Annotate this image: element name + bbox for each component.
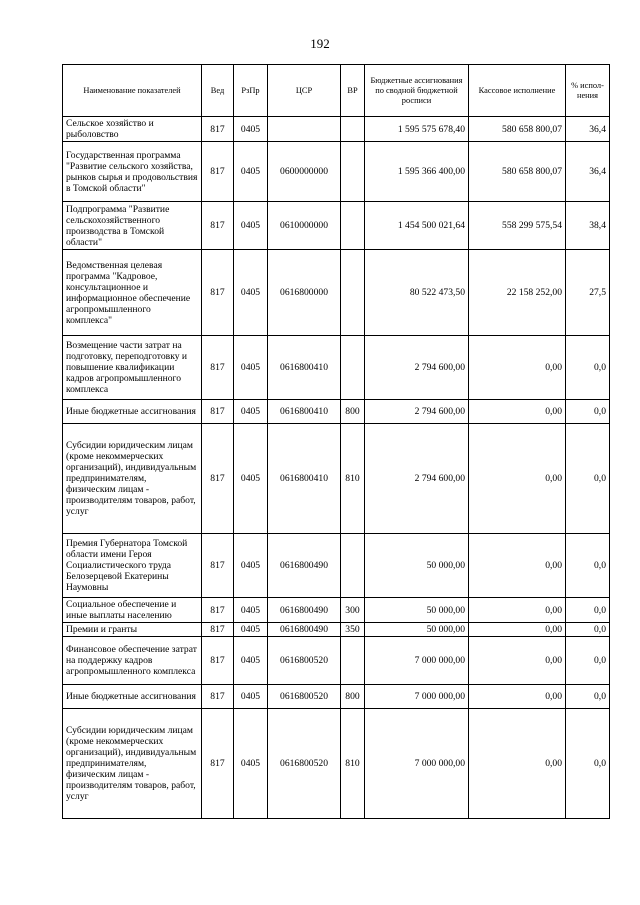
- table-row: [63, 623, 610, 637]
- cell-ved: 817: [202, 623, 234, 637]
- cell-vr: 350: [341, 623, 365, 637]
- cell-percent: 0,0: [566, 685, 610, 709]
- cell-assignments: 2 794 600,00: [365, 400, 469, 424]
- cell-name: Государственная программа "Развитие сельского хозяйства, рынков сырья и продовольствия в Томской области": [63, 142, 202, 202]
- table-row: [63, 336, 610, 400]
- cell-cash-execution: 0,00: [469, 534, 566, 598]
- cell-ved: 817: [202, 709, 234, 819]
- cell-csr: 0616800490: [268, 534, 341, 598]
- cell-name: Премия Губернатора Томской области имени Героя Социалистического труда Белозерцевой Екатерины Наумовны: [63, 534, 202, 598]
- cell-rzpr: 0405: [234, 685, 268, 709]
- cell-ved: 817: [202, 424, 234, 534]
- header-csr: ЦСР: [268, 65, 341, 117]
- cell-ved: 817: [202, 637, 234, 685]
- cell-rzpr: 0405: [234, 202, 268, 250]
- table-row: [63, 202, 610, 250]
- cell-assignments: 2 794 600,00: [365, 336, 469, 400]
- cell-name: Иные бюджетные ассигнования: [63, 400, 202, 424]
- cell-percent: 0,0: [566, 709, 610, 819]
- cell-vr: 300: [341, 598, 365, 623]
- header-row: [63, 65, 610, 117]
- cell-percent: 0,0: [566, 637, 610, 685]
- cell-csr: 0616800410: [268, 400, 341, 424]
- cell-name: Социальное обеспечение и иные выплаты населению: [63, 598, 202, 623]
- cell-rzpr: 0405: [234, 534, 268, 598]
- cell-ved: 817: [202, 685, 234, 709]
- header-cash-execution: Кассовое исполнение: [469, 65, 566, 117]
- cell-assignments: 1 595 575 678,40: [365, 117, 469, 142]
- cell-name: Сельское хозяйство и рыболовство: [63, 117, 202, 142]
- cell-cash-execution: 0,00: [469, 336, 566, 400]
- table-row: [63, 709, 610, 819]
- cell-ved: 817: [202, 400, 234, 424]
- cell-cash-execution: 558 299 575,54: [469, 202, 566, 250]
- table-row: [63, 424, 610, 534]
- cell-percent: 0,0: [566, 534, 610, 598]
- cell-percent: 0,0: [566, 400, 610, 424]
- cell-assignments: 1 595 366 400,00: [365, 142, 469, 202]
- cell-cash-execution: 580 658 800,07: [469, 117, 566, 142]
- cell-csr: 0616800520: [268, 709, 341, 819]
- cell-percent: 38,4: [566, 202, 610, 250]
- cell-assignments: 50 000,00: [365, 534, 469, 598]
- cell-vr: [341, 250, 365, 336]
- table-row: [63, 117, 610, 142]
- cell-vr: 800: [341, 400, 365, 424]
- cell-name: Премии и гранты: [63, 623, 202, 637]
- table-row: [63, 400, 610, 424]
- cell-rzpr: 0405: [234, 424, 268, 534]
- cell-cash-execution: 0,00: [469, 598, 566, 623]
- cell-rzpr: 0405: [234, 142, 268, 202]
- cell-vr: [341, 336, 365, 400]
- cell-rzpr: 0405: [234, 400, 268, 424]
- header-assignments: Бюджетные ассигнования по сводной бюджетной росписи: [365, 65, 469, 117]
- header-percent: % испол-нения: [566, 65, 610, 117]
- cell-vr: 800: [341, 685, 365, 709]
- cell-ved: 817: [202, 202, 234, 250]
- cell-percent: 36,4: [566, 142, 610, 202]
- table-row: [63, 685, 610, 709]
- cell-csr: 0616800490: [268, 623, 341, 637]
- cell-assignments: 7 000 000,00: [365, 685, 469, 709]
- cell-assignments: 2 794 600,00: [365, 424, 469, 534]
- cell-name: Субсидии юридическим лицам (кроме некоммерческих организаций), индивидуальным предпринимателям, физическим лицам - производителям товаров, работ, услуг: [63, 709, 202, 819]
- cell-vr: [341, 202, 365, 250]
- cell-vr: [341, 117, 365, 142]
- cell-rzpr: 0405: [234, 709, 268, 819]
- cell-name: Возмещение части затрат на подготовку, переподготовку и повышение квалификации кадров агропромышленного комплекса: [63, 336, 202, 400]
- cell-vr: [341, 534, 365, 598]
- cell-assignments: 80 522 473,50: [365, 250, 469, 336]
- header-vr: ВР: [341, 65, 365, 117]
- cell-cash-execution: 0,00: [469, 709, 566, 819]
- cell-vr: [341, 142, 365, 202]
- cell-assignments: 7 000 000,00: [365, 637, 469, 685]
- cell-ved: 817: [202, 598, 234, 623]
- cell-cash-execution: 0,00: [469, 424, 566, 534]
- cell-vr: 810: [341, 424, 365, 534]
- cell-name: Иные бюджетные ассигнования: [63, 685, 202, 709]
- cell-rzpr: 0405: [234, 637, 268, 685]
- cell-name: Подпрограмма "Развитие сельскохозяйственного производства в Томской области": [63, 202, 202, 250]
- cell-name: Финансовое обеспечение затрат на поддержку кадров агропромышленного комплекса: [63, 637, 202, 685]
- cell-rzpr: 0405: [234, 117, 268, 142]
- cell-cash-execution: 0,00: [469, 637, 566, 685]
- cell-name: Субсидии юридическим лицам (кроме некоммерческих организаций), индивидуальным предпринимателям, физическим лицам - производителям товаров, работ, услуг: [63, 424, 202, 534]
- cell-csr: 0616800410: [268, 336, 341, 400]
- cell-csr: 0616800000: [268, 250, 341, 336]
- cell-assignments: 1 454 500 021,64: [365, 202, 469, 250]
- cell-ved: 817: [202, 534, 234, 598]
- cell-percent: 36,4: [566, 117, 610, 142]
- cell-assignments: 7 000 000,00: [365, 709, 469, 819]
- cell-csr: 0616800490: [268, 598, 341, 623]
- cell-rzpr: 0405: [234, 623, 268, 637]
- cell-cash-execution: 22 158 252,00: [469, 250, 566, 336]
- cell-csr: [268, 117, 341, 142]
- cell-ved: 817: [202, 117, 234, 142]
- cell-cash-execution: 0,00: [469, 623, 566, 637]
- header-rzpr: РзПр: [234, 65, 268, 117]
- cell-percent: 0,0: [566, 623, 610, 637]
- cell-assignments: 50 000,00: [365, 623, 469, 637]
- cell-cash-execution: 0,00: [469, 685, 566, 709]
- table-row: [63, 637, 610, 685]
- cell-ved: 817: [202, 142, 234, 202]
- cell-cash-execution: 0,00: [469, 400, 566, 424]
- cell-csr: 0616800520: [268, 637, 341, 685]
- table-row: [63, 142, 610, 202]
- cell-vr: [341, 637, 365, 685]
- header-name: Наименование показателей: [63, 65, 202, 117]
- cell-csr: 0616800410: [268, 424, 341, 534]
- cell-csr: 0616800520: [268, 685, 341, 709]
- cell-assignments: 50 000,00: [365, 598, 469, 623]
- cell-name: Ведомственная целевая программа "Кадровое, консультационное и информационное обеспечение агропромышленного комплекса": [63, 250, 202, 336]
- table-row: [63, 250, 610, 336]
- cell-percent: 0,0: [566, 336, 610, 400]
- cell-rzpr: 0405: [234, 598, 268, 623]
- cell-csr: 0600000000: [268, 142, 341, 202]
- cell-ved: 817: [202, 250, 234, 336]
- cell-percent: 0,0: [566, 598, 610, 623]
- header-ved: Вед: [202, 65, 234, 117]
- cell-csr: 0610000000: [268, 202, 341, 250]
- cell-cash-execution: 580 658 800,07: [469, 142, 566, 202]
- page-number: 192: [310, 36, 330, 51]
- cell-vr: 810: [341, 709, 365, 819]
- cell-percent: 0,0: [566, 424, 610, 534]
- cell-percent: 27,5: [566, 250, 610, 336]
- cell-rzpr: 0405: [234, 250, 268, 336]
- cell-rzpr: 0405: [234, 336, 268, 400]
- cell-ved: 817: [202, 336, 234, 400]
- table-row: [63, 534, 610, 598]
- budget-table: [62, 64, 610, 819]
- table-row: [63, 598, 610, 623]
